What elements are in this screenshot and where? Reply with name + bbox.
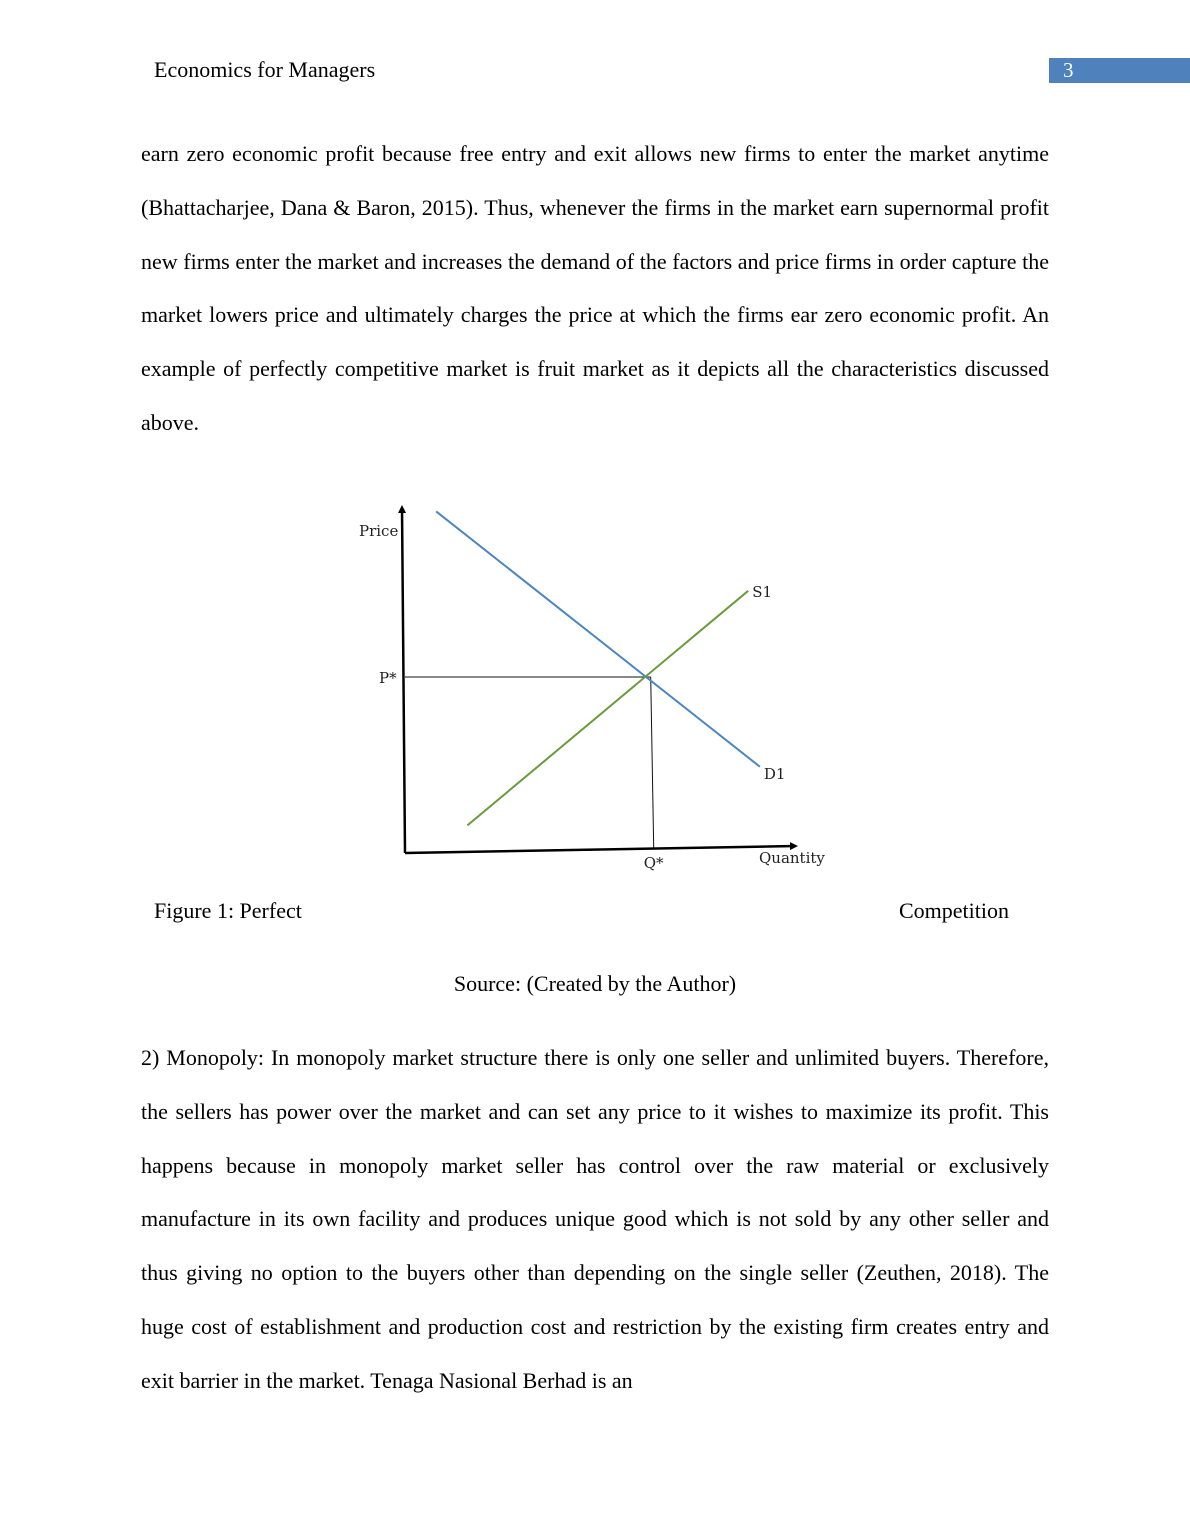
quantity-guide-line <box>651 677 654 848</box>
x-axis-label: Quantity <box>759 849 825 867</box>
x-axis <box>405 846 795 853</box>
supply-demand-chart <box>350 500 840 880</box>
body-paragraph-2: 2) Monopoly: In monopoly market structure there is only one seller and unlimited buyers. Therefore, the sellers has power over the market and can set any price to it wishes to maximize its profit. This happens because in monopoly market seller has control over the raw material or exclusively manufacture in its own facility and produces unique good which is not sold by any other seller and thus giving no option to the buyers other than depending on the single seller (Zeuthen, 2018). The huge cost of establishment and production cost and restriction by the existing firm creates entry and exit barrier in the market. Tenaga Nasional Berhad is an <box>141 1045 1049 1393</box>
demand-label-d1: D1 <box>763 764 786 783</box>
figure-source: Source: (Created by the Author) <box>453 971 737 996</box>
figure-caption-right: Competition <box>899 898 1009 923</box>
body-paragraph-1: earn zero economic profit because free entry and exit allows new firms to enter the market anytime (Bhattacharjee, Dana & Baron, 2015). Thus, whenever the firms in the market earn supernormal profit new firms enter the market and increases the demand of the factors and price firms in order capture the market lowers price and ultimately charges the price at which the firms ear zero economic profit. An example of perfectly competitive market is fruit market as it depicts all the characteristics discussed above. <box>141 141 1049 435</box>
page-number: 3 <box>1049 58 1190 83</box>
y-axis <box>402 508 405 853</box>
supply-curve-s1 <box>467 591 748 826</box>
supply-label-s1: S1 <box>752 582 773 601</box>
supply-demand-figure <box>350 500 840 880</box>
demand-curve-d1 <box>436 511 760 766</box>
p-star-label: P* <box>379 669 397 688</box>
header-title: Economics for Managers <box>154 57 376 82</box>
figure-caption-left: Figure 1: Perfect <box>154 898 302 923</box>
y-axis-label: Price <box>359 522 399 540</box>
q-star-label: Q* <box>643 854 664 872</box>
